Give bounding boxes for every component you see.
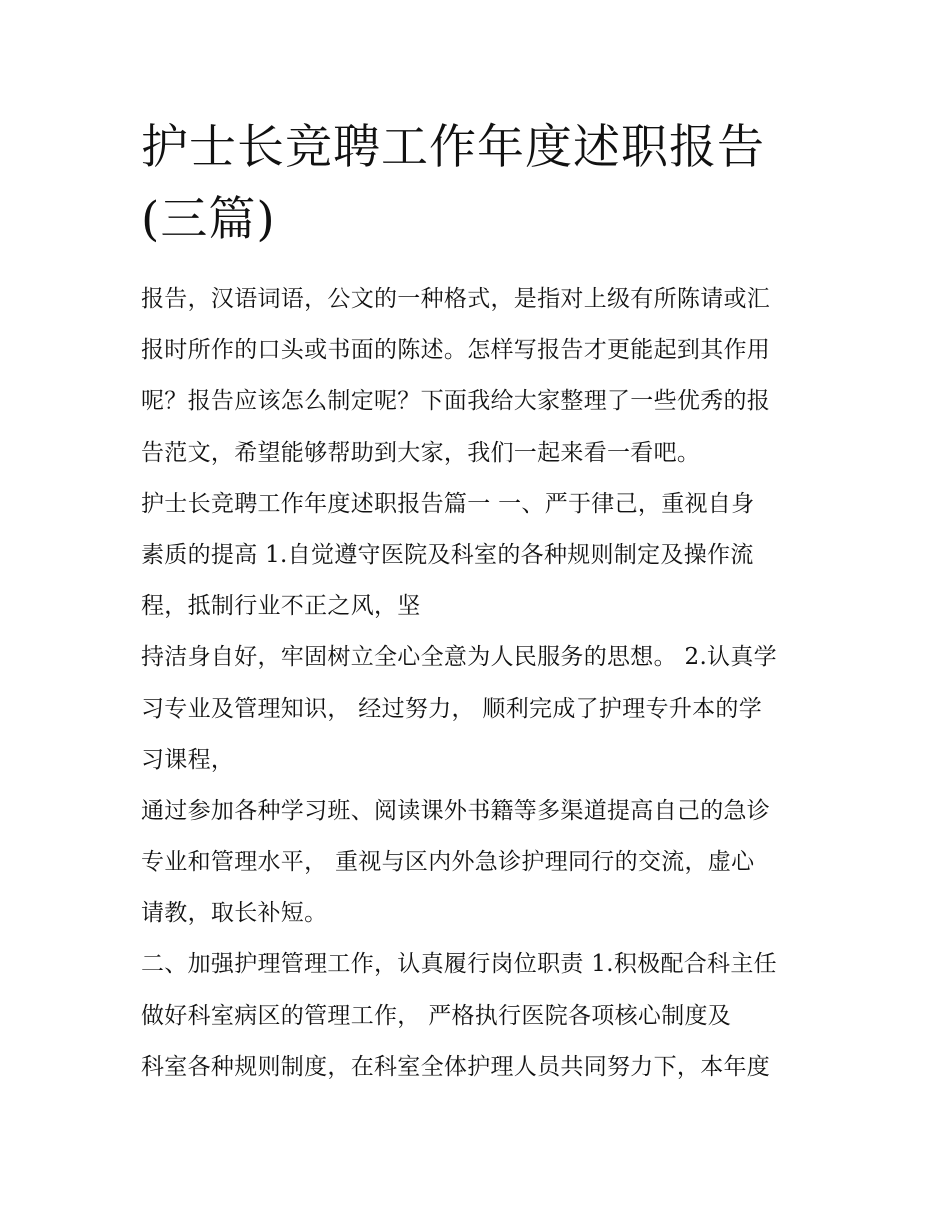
body-line: 呢？报告应该怎么制定呢？下面我给大家整理了一些优秀的报 xyxy=(141,388,771,415)
title-line-2: (三篇) xyxy=(141,192,276,247)
body-line: 专业和管理水平， 重视与区内外急诊护理同行的交流，虚心 xyxy=(141,849,755,876)
body-line: 二、加强护理管理工作，认真履行岗位职责 1.积极配合科主任 xyxy=(141,951,777,978)
body-line: 科室各种规则制度，在科室全体护理人员共同努力下，本年度 xyxy=(141,1053,771,1080)
body-line: 素质的提高 1.自觉遵守医院及科室的各种规则制定及操作流 xyxy=(141,541,754,568)
body-line: 请教，取长补短。 xyxy=(141,900,328,927)
body-line: 习专业及管理知识， 经过努力， 顺利完成了护理专升本的学 xyxy=(141,695,763,722)
body-line: 报时所作的口头或书面的陈述。怎样写报告才更能起到其作用 xyxy=(141,337,771,364)
document-body xyxy=(141,274,821,1093)
body-line: 告范文，希望能够帮助到大家，我们一起来看一看吧。 xyxy=(141,439,701,466)
body-line: 程，抵制行业不正之风，坚 xyxy=(141,593,421,620)
body-line: 报告，汉语词语，公文的一种格式，是指对上级有所陈请或汇 xyxy=(141,286,771,312)
body-line: 持洁身自好，牢固树立全心全意为人民服务的思想。 2.认真学 xyxy=(141,644,777,671)
document-title xyxy=(141,112,821,256)
title-line-1: 护士长竞聘工作年度述职报告 xyxy=(141,120,765,175)
body-line: 通过参加各种学习班、阅读课外书籍等多渠道提高自己的急诊 xyxy=(141,797,771,824)
body-line: 习课程， xyxy=(141,746,235,773)
body-line: 做好科室病区的管理工作， 严格执行医院各项核心制度及 xyxy=(141,1002,732,1029)
body-line: 护士长竞聘工作年度述职报告篇一 一、严于律己，重视自身 xyxy=(141,490,755,517)
